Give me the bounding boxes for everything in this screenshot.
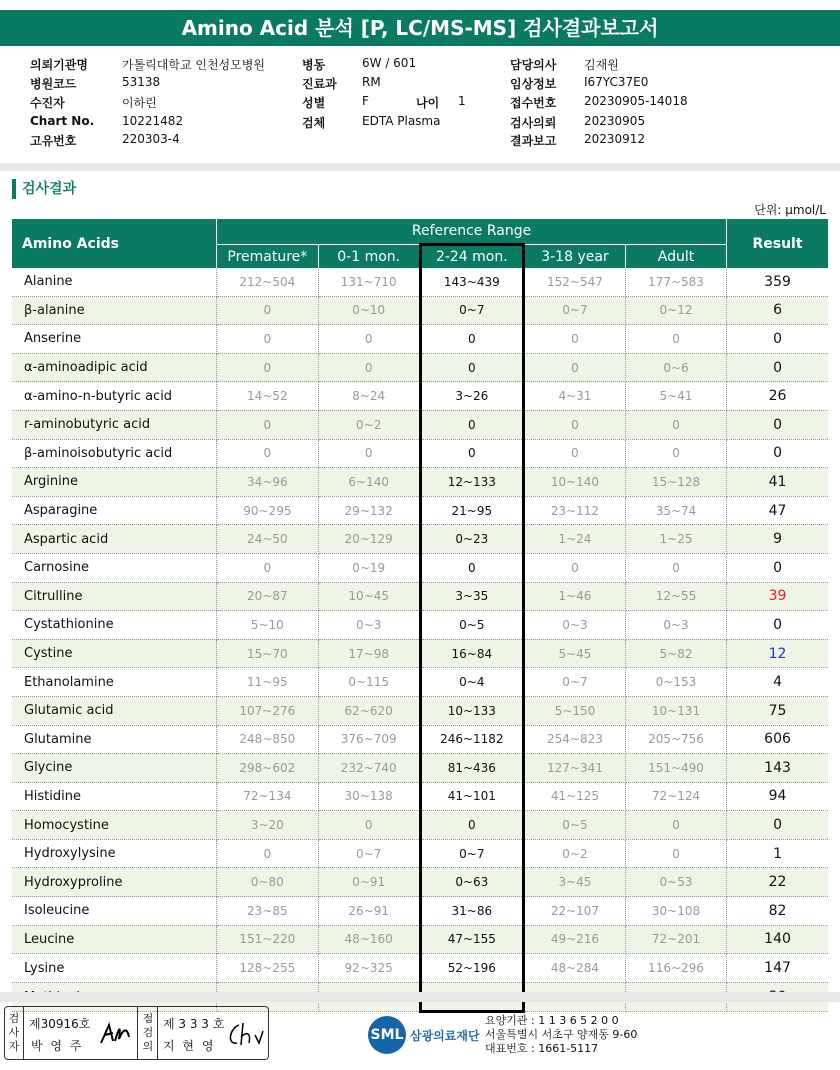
info-c2-2-label: 성별 bbox=[302, 96, 326, 110]
reference-range-cell: 47~155 bbox=[420, 925, 523, 954]
reference-range-cell: 72~134 bbox=[217, 782, 319, 811]
reference-range-cell: 49~216 bbox=[523, 925, 625, 954]
sig-number-1: 제30916호 bbox=[29, 1017, 91, 1031]
reference-range-cell: 0 bbox=[523, 325, 625, 354]
reference-range-cell: 23~112 bbox=[523, 496, 625, 525]
info-c1-2-value: 이하린 bbox=[122, 96, 157, 110]
reference-range-cell: 31~86 bbox=[420, 897, 523, 926]
table-row bbox=[12, 696, 828, 725]
reference-range-cell: 72~201 bbox=[625, 925, 726, 954]
reference-range-cell: 0~7 bbox=[523, 296, 625, 325]
info-c3-2-value: 20230905-14018 bbox=[584, 94, 688, 108]
reference-range-cell: 232~740 bbox=[318, 754, 420, 783]
table-row bbox=[12, 468, 828, 497]
result-value: 359 bbox=[727, 268, 828, 296]
table-row bbox=[12, 296, 828, 325]
table-row bbox=[12, 525, 828, 554]
reference-range-cell: 128~255 bbox=[217, 954, 319, 983]
reference-range-cell: 0 bbox=[217, 553, 319, 582]
reference-range-cell: 1~24 bbox=[523, 525, 625, 554]
reference-range-cell: 0 bbox=[625, 325, 726, 354]
reference-range-cell: 8~24 bbox=[318, 382, 420, 411]
reference-range-cell: 3~26 bbox=[420, 382, 523, 411]
reference-range-cell: 254~823 bbox=[523, 725, 625, 754]
amino-acid-name: β-aminoisobutyric acid bbox=[12, 439, 217, 468]
info-c3-4-value: 20230912 bbox=[584, 132, 646, 146]
result-value: 0 bbox=[727, 410, 828, 439]
info-c2-1-value: RM bbox=[362, 75, 381, 89]
reference-range-cell: 23~85 bbox=[217, 897, 319, 926]
reference-range-cell: 0 bbox=[625, 439, 726, 468]
reference-range-cell: 248~850 bbox=[217, 725, 319, 754]
reference-range-cell: 48~284 bbox=[523, 954, 625, 983]
reference-range-cell: 116~296 bbox=[625, 954, 726, 983]
reference-range-cell: 0 bbox=[318, 325, 420, 354]
result-value: 75 bbox=[727, 696, 828, 725]
reference-range-cell: 0 bbox=[625, 553, 726, 582]
results-table bbox=[12, 219, 828, 1013]
table-row bbox=[12, 496, 828, 525]
reference-range-cell: 10~140 bbox=[523, 468, 625, 497]
org-line-2: 서울특별시 서초구 양재동 9-60 bbox=[485, 1028, 638, 1041]
info-c1-2-label: 수진자 bbox=[30, 96, 65, 110]
table-row bbox=[12, 439, 828, 468]
reference-range-cell: 15~128 bbox=[625, 468, 726, 497]
result-value: 606 bbox=[727, 725, 828, 754]
amino-acid-name: Glutamine bbox=[12, 725, 217, 754]
section-title: 검사결과 bbox=[12, 179, 76, 199]
table-row bbox=[12, 611, 828, 640]
reference-range-cell: 0~3 bbox=[625, 611, 726, 640]
info-c1-3-value: 10221482 bbox=[122, 114, 184, 128]
table-row bbox=[12, 353, 828, 382]
reference-range-cell: 10~131 bbox=[625, 696, 726, 725]
reference-range-cell: 0~23 bbox=[420, 525, 523, 554]
result-value: 12 bbox=[727, 639, 828, 668]
reference-range-cell: 3~45 bbox=[523, 868, 625, 897]
sml-logo: SML bbox=[368, 1016, 406, 1054]
info-c3-1-value: I67YC37E0 bbox=[584, 75, 649, 89]
reference-range-cell: 0~153 bbox=[625, 668, 726, 697]
amino-acid-name: Ethanolamine bbox=[12, 668, 217, 697]
reference-range-cell: 177~583 bbox=[625, 268, 726, 296]
table-row bbox=[12, 668, 828, 697]
info-c2-3-label: 검체 bbox=[302, 116, 326, 130]
table-row bbox=[12, 553, 828, 582]
reference-range-cell: 0~7 bbox=[420, 839, 523, 868]
info-age-value: 1 bbox=[458, 94, 466, 108]
reference-range-cell: 152~547 bbox=[523, 268, 625, 296]
reference-range-cell: 0 bbox=[420, 410, 523, 439]
info-c1-1-label: 병원코드 bbox=[30, 77, 77, 91]
result-value: 140 bbox=[727, 925, 828, 954]
reference-range-cell: 0~3 bbox=[318, 611, 420, 640]
reference-range-cell: 17~98 bbox=[318, 639, 420, 668]
info-c3-2-label: 접수번호 bbox=[510, 96, 557, 110]
table-row bbox=[12, 811, 828, 840]
reference-range-cell: 5~82 bbox=[625, 639, 726, 668]
reference-range-cell: 0~80 bbox=[217, 868, 319, 897]
reference-range-cell: 0~7 bbox=[420, 296, 523, 325]
table-row bbox=[12, 582, 828, 611]
reference-range-cell: 0 bbox=[217, 296, 319, 325]
amino-acid-name: Carnosine bbox=[12, 553, 217, 582]
table-row bbox=[12, 954, 828, 983]
header-result: Result bbox=[727, 219, 828, 268]
reference-range-cell: 16~84 bbox=[420, 639, 523, 668]
result-value: 1 bbox=[727, 839, 828, 868]
table-row bbox=[12, 754, 828, 783]
reference-range-cell: 92~325 bbox=[318, 954, 420, 983]
info-c3-3-label: 검사의뢰 bbox=[510, 116, 557, 130]
info-c1-1-value: 53138 bbox=[122, 75, 161, 89]
reference-range-cell: 0 bbox=[523, 439, 625, 468]
amino-acid-name: Cystathionine bbox=[12, 611, 217, 640]
table-row bbox=[12, 325, 828, 354]
info-age-label: 나이 bbox=[416, 96, 440, 110]
amino-acid-name: Aspartic acid bbox=[12, 525, 217, 554]
reference-range-cell: 0~12 bbox=[625, 296, 726, 325]
reference-range-cell: 0~2 bbox=[318, 410, 420, 439]
info-c2-0-value: 6W / 601 bbox=[362, 56, 417, 70]
result-value: 26 bbox=[727, 382, 828, 411]
result-value: 0 bbox=[727, 353, 828, 382]
reference-range-cell: 0~4 bbox=[420, 668, 523, 697]
table-row bbox=[12, 639, 828, 668]
reference-range-cell: 212~504 bbox=[217, 268, 319, 296]
reference-range-cell: 0~91 bbox=[318, 868, 420, 897]
reference-range-cell: 0~2 bbox=[523, 839, 625, 868]
reference-range-cell: 90~295 bbox=[217, 496, 319, 525]
reference-range-cell: 0~3 bbox=[523, 611, 625, 640]
reference-range-cell: 0 bbox=[318, 811, 420, 840]
amino-acid-name: α-aminoadipic acid bbox=[12, 353, 217, 382]
result-value: 143 bbox=[727, 754, 828, 783]
amino-acid-name: Homocystine bbox=[12, 811, 217, 840]
info-c1-4-label: 고유번호 bbox=[30, 134, 77, 148]
amino-acid-name: r-aminobutyric acid bbox=[12, 410, 217, 439]
reference-range-cell: 24~50 bbox=[217, 525, 319, 554]
result-value: 0 bbox=[727, 553, 828, 582]
reference-range-cell: 5~45 bbox=[523, 639, 625, 668]
reference-range-cell: 34~96 bbox=[217, 468, 319, 497]
amino-acid-name: Lysine bbox=[12, 954, 217, 983]
reference-range-cell: 3~35 bbox=[420, 582, 523, 611]
reference-range-cell: 5~41 bbox=[625, 382, 726, 411]
table-row bbox=[12, 839, 828, 868]
info-c3-0-value: 김재원 bbox=[584, 58, 619, 72]
reference-range-cell: 12~55 bbox=[625, 582, 726, 611]
footer-band bbox=[0, 992, 840, 1002]
reference-range-cell: 0 bbox=[523, 553, 625, 582]
org-line-1: 요양기관 : 1 1 3 6 5 2 0 0 bbox=[485, 1014, 619, 1027]
reference-range-cell: 0~115 bbox=[318, 668, 420, 697]
org-info bbox=[485, 1014, 637, 1056]
info-c2-2-value: F bbox=[362, 94, 369, 108]
reference-range-cell: 14~52 bbox=[217, 382, 319, 411]
info-c2-1-label: 진료과 bbox=[302, 77, 337, 91]
report-title: Amino Acid 분석 [P, LC/MS-MS] 검사결과보고서 bbox=[0, 10, 840, 46]
table-row bbox=[12, 382, 828, 411]
amino-acid-name: Hydroxylysine bbox=[12, 839, 217, 868]
result-value: 147 bbox=[727, 954, 828, 983]
info-c1-3-label: Chart No. bbox=[30, 114, 95, 128]
reference-range-cell: 30~108 bbox=[625, 897, 726, 926]
reference-range-cell: 0 bbox=[217, 410, 319, 439]
reference-range-cell: 0 bbox=[217, 353, 319, 382]
sig-label-1: 검 사 자 bbox=[8, 1012, 20, 1053]
header-amino-acids: Amino Acids bbox=[12, 219, 217, 268]
reference-range-cell: 0 bbox=[217, 439, 319, 468]
reference-range-cell: 0 bbox=[625, 839, 726, 868]
result-value: 4 bbox=[727, 668, 828, 697]
reference-range-cell: 21~95 bbox=[420, 496, 523, 525]
result-value: 41 bbox=[727, 468, 828, 497]
amino-acid-name: Leucine bbox=[12, 925, 217, 954]
reference-range-cell: 205~756 bbox=[625, 725, 726, 754]
reference-range-cell: 5~10 bbox=[217, 611, 319, 640]
reference-range-cell: 4~31 bbox=[523, 382, 625, 411]
reference-range-cell: 107~276 bbox=[217, 696, 319, 725]
reference-range-cell: 0~5 bbox=[420, 611, 523, 640]
reference-range-cell: 22~107 bbox=[523, 897, 625, 926]
amino-acid-name: Cystine bbox=[12, 639, 217, 668]
reference-range-cell: 15~70 bbox=[217, 639, 319, 668]
amino-acid-name: Isoleucine bbox=[12, 897, 217, 926]
amino-acid-name: Glycine bbox=[12, 754, 217, 783]
result-value: 94 bbox=[727, 782, 828, 811]
reference-range-cell: 72~124 bbox=[625, 782, 726, 811]
unit-label: 단위: μmol/L bbox=[754, 203, 826, 217]
reference-range-cell: 26~91 bbox=[318, 897, 420, 926]
sig-label-2: 점 검 의 bbox=[142, 1012, 154, 1053]
header-ref-1: 0-1 mon. bbox=[318, 245, 420, 269]
result-value: 39 bbox=[727, 582, 828, 611]
reference-range-cell: 0~10 bbox=[318, 296, 420, 325]
result-value: 0 bbox=[727, 811, 828, 840]
reference-range-cell: 20~129 bbox=[318, 525, 420, 554]
reference-range-cell: 0~19 bbox=[318, 553, 420, 582]
result-value: 0 bbox=[727, 611, 828, 640]
amino-acid-name: Glutamic acid bbox=[12, 696, 217, 725]
divider bbox=[0, 163, 840, 171]
header-ref-2: 2-24 mon. bbox=[420, 245, 523, 269]
info-c3-1-label: 임상정보 bbox=[510, 77, 557, 91]
amino-acid-name: Alanine bbox=[12, 268, 217, 296]
info-c1-0-label: 의뢰기관명 bbox=[30, 58, 88, 72]
reference-range-cell: 0 bbox=[420, 325, 523, 354]
reference-range-cell: 6~140 bbox=[318, 468, 420, 497]
sig-name-1: 박 영 주 bbox=[31, 1039, 84, 1053]
amino-acid-name: Citrulline bbox=[12, 582, 217, 611]
signature-1-image bbox=[97, 1019, 133, 1049]
amino-acid-name: Anserine bbox=[12, 325, 217, 354]
amino-acid-name: α-amino-n-butyric acid bbox=[12, 382, 217, 411]
reference-range-cell: 20~87 bbox=[217, 582, 319, 611]
header-ref-3: 3-18 year bbox=[523, 245, 625, 269]
reference-range-cell: 1~46 bbox=[523, 582, 625, 611]
reference-range-cell: 246~1182 bbox=[420, 725, 523, 754]
org-line-3: 대표번호 : 1661-5117 bbox=[485, 1042, 599, 1055]
reference-range-cell: 0~53 bbox=[625, 868, 726, 897]
table-row bbox=[12, 897, 828, 926]
reference-range-cell: 131~710 bbox=[318, 268, 420, 296]
reference-range-cell: 0~7 bbox=[523, 668, 625, 697]
sig-number-2: 제 3 3 3 호 bbox=[163, 1017, 225, 1031]
reference-range-cell: 11~95 bbox=[217, 668, 319, 697]
signature-2-image bbox=[225, 1019, 265, 1049]
sig-name-2: 지 현 영 bbox=[163, 1039, 216, 1053]
info-c3-0-label: 담당의사 bbox=[510, 58, 557, 72]
header-ref-0: Premature* bbox=[217, 245, 319, 269]
reference-range-cell: 151~220 bbox=[217, 925, 319, 954]
reference-range-cell: 0 bbox=[625, 811, 726, 840]
info-c1-0-value: 가톨릭대학교 인천성모병원 bbox=[122, 58, 265, 72]
reference-range-cell: 41~125 bbox=[523, 782, 625, 811]
amino-acid-name: Histidine bbox=[12, 782, 217, 811]
result-value: 0 bbox=[727, 325, 828, 354]
result-value: 82 bbox=[727, 897, 828, 926]
info-c2-0-label: 병동 bbox=[302, 58, 326, 72]
amino-acid-name: Arginine bbox=[12, 468, 217, 497]
header-ref-4: Adult bbox=[625, 245, 726, 269]
table-row bbox=[12, 925, 828, 954]
reference-range-cell: 0 bbox=[523, 353, 625, 382]
reference-range-cell: 62~620 bbox=[318, 696, 420, 725]
reference-range-cell: 0 bbox=[523, 410, 625, 439]
reference-range-cell: 0 bbox=[420, 811, 523, 840]
reference-range-cell: 10~45 bbox=[318, 582, 420, 611]
reference-range-cell: 48~160 bbox=[318, 925, 420, 954]
reference-range-cell: 3~20 bbox=[217, 811, 319, 840]
reference-range-cell: 0 bbox=[318, 353, 420, 382]
reference-range-cell: 376~709 bbox=[318, 725, 420, 754]
reference-range-cell: 0 bbox=[217, 839, 319, 868]
reference-range-cell: 12~133 bbox=[420, 468, 523, 497]
reference-range-cell: 0 bbox=[625, 410, 726, 439]
table-row bbox=[12, 782, 828, 811]
table-row bbox=[12, 725, 828, 754]
reference-range-cell: 0 bbox=[420, 353, 523, 382]
header-reference-range: Reference Range bbox=[217, 219, 727, 245]
result-value: 47 bbox=[727, 496, 828, 525]
reference-range-cell: 0 bbox=[420, 553, 523, 582]
amino-acid-name: Asparagine bbox=[12, 496, 217, 525]
result-value: 0 bbox=[727, 439, 828, 468]
signature-box bbox=[4, 1006, 269, 1060]
reference-range-cell: 0~63 bbox=[420, 868, 523, 897]
reference-range-cell: 0 bbox=[318, 439, 420, 468]
reference-range-cell: 1~25 bbox=[625, 525, 726, 554]
reference-range-cell: 0 bbox=[420, 439, 523, 468]
reference-range-cell: 0~7 bbox=[318, 839, 420, 868]
reference-range-cell: 35~74 bbox=[625, 496, 726, 525]
reference-range-cell: 5~150 bbox=[523, 696, 625, 725]
table-row bbox=[12, 268, 828, 296]
reference-range-cell: 0~6 bbox=[625, 353, 726, 382]
reference-range-cell: 52~196 bbox=[420, 954, 523, 983]
table-row bbox=[12, 410, 828, 439]
result-value: 9 bbox=[727, 525, 828, 554]
reference-range-cell: 143~439 bbox=[420, 268, 523, 296]
reference-range-cell: 81~436 bbox=[420, 754, 523, 783]
org-name: 삼광의료재단 bbox=[410, 1029, 480, 1043]
info-c1-4-value: 220303-4 bbox=[122, 132, 180, 146]
reference-range-cell: 10~133 bbox=[420, 696, 523, 725]
result-value: 6 bbox=[727, 296, 828, 325]
info-c3-3-value: 20230905 bbox=[584, 114, 646, 128]
reference-range-cell: 41~101 bbox=[420, 782, 523, 811]
reference-range-cell: 0 bbox=[217, 325, 319, 354]
reference-range-cell: 29~132 bbox=[318, 496, 420, 525]
reference-range-cell: 127~341 bbox=[523, 754, 625, 783]
info-c3-4-label: 결과보고 bbox=[510, 134, 557, 148]
reference-range-cell: 151~490 bbox=[625, 754, 726, 783]
reference-range-cell: 0~5 bbox=[523, 811, 625, 840]
amino-acid-name: Hydroxyproline bbox=[12, 868, 217, 897]
reference-range-cell: 30~138 bbox=[318, 782, 420, 811]
result-value: 22 bbox=[727, 868, 828, 897]
reference-range-cell: 298~602 bbox=[217, 754, 319, 783]
table-row bbox=[12, 868, 828, 897]
amino-acid-name: β-alanine bbox=[12, 296, 217, 325]
info-c2-3-value: EDTA Plasma bbox=[362, 114, 441, 128]
